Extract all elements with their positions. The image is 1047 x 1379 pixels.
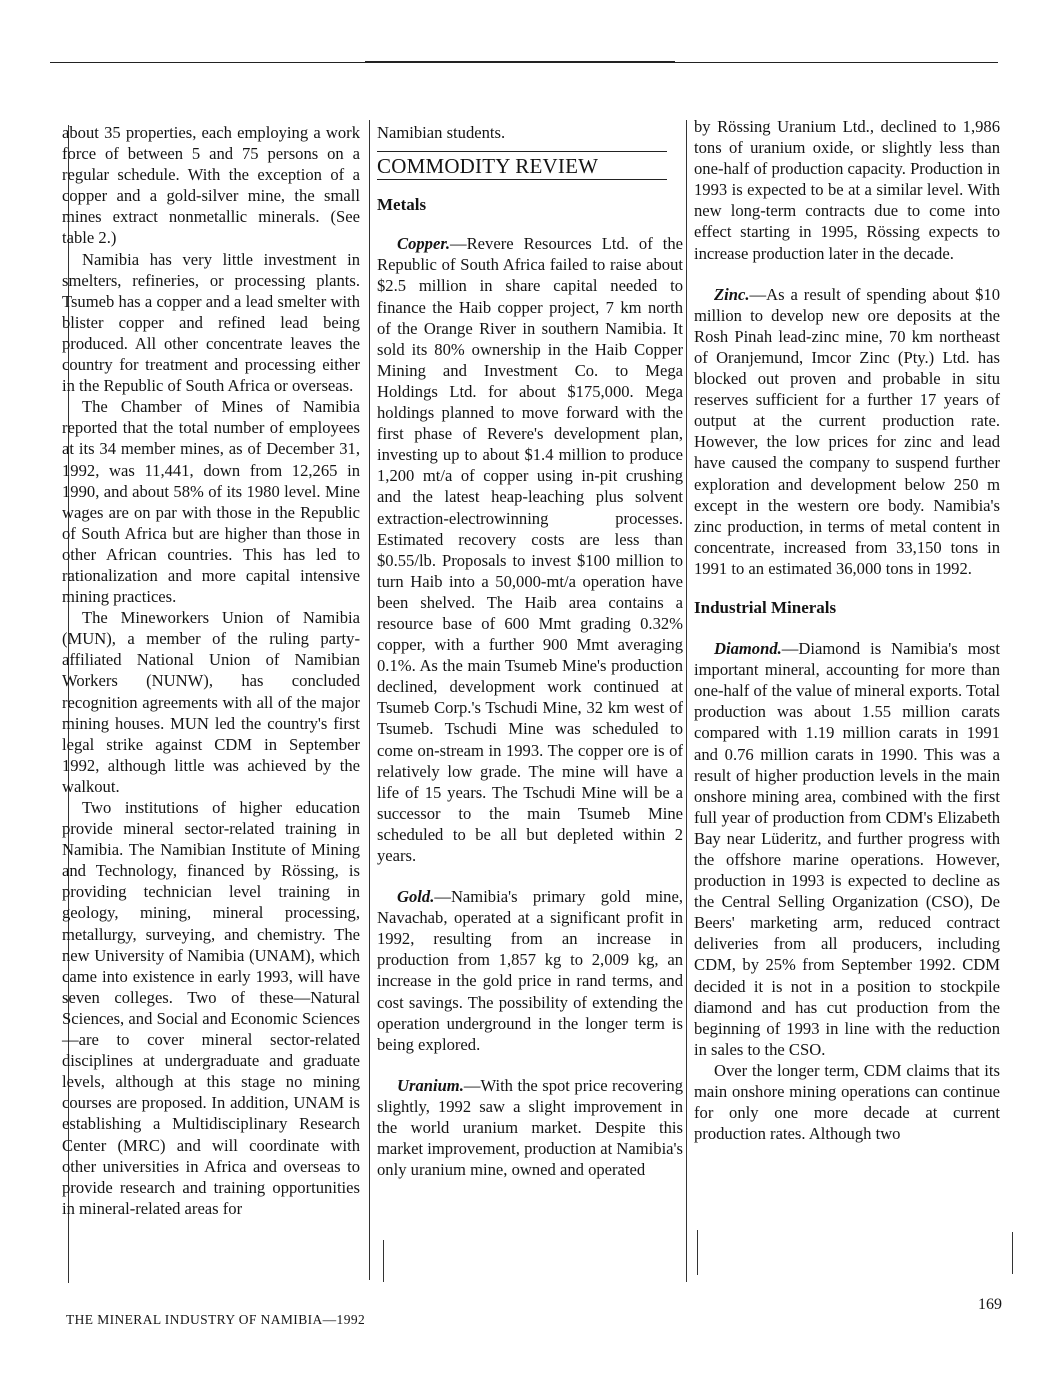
subhead-industrial-minerals: Industrial Minerals (694, 597, 837, 617)
paragraph-chamber-of-mines: The Chamber of Mines of Namibia reported that the total number of employees at its 34 member mines, as of December 31, 1992, was 11,441, down from 12,265 in 1990, and about 58% of its 1980 level. Mine wages are on par with those in the Republic of South Africa but are higher than those in other African countries. This has led to rationalization and more capital intensive mining practices. (62, 397, 360, 607)
column-2 (377, 122, 683, 1180)
paragraph-diamond (694, 638, 1000, 1060)
paragraph-rossing: by Rössing Uranium Ltd., declined to 1,986 tons of uranium oxide, or slightly less than one-half of production capacity. Production in 1993 is expected to be at a similar level. With new long-term contracts due to come into effect starting in 1995, Rössing expects to increase production later in the decade. (694, 117, 1000, 263)
copper-lead: Copper. (397, 234, 451, 254)
column-rule-right-stub (1012, 1232, 1013, 1274)
uranium-lead: Uranium. (397, 1075, 464, 1095)
paragraph-uranium (377, 1075, 683, 1180)
paragraph-properties: about 35 properties, each employing a work force of between 5 and 75 persons on a regular schedule. With the exception of a copper and a gold-silver mine, the small mines extract nonmetallic minerals. (See table 2.) (62, 123, 360, 248)
footer-title: THE MINERAL INDUSTRY OF NAMIBIA—1992 (66, 1312, 366, 1327)
column-rule-1 (369, 120, 370, 1280)
column-3 (694, 116, 1000, 1144)
zinc-lead: Zinc. (714, 284, 750, 304)
paragraph-investment: Namibia has very little investment in smelters, refineries, or processing plants. Tsumeb has a copper and a lead smelter with blister copper and refined lead being produced. All other concentrate leaves the country for treatment and processing either in the Republic of South Africa or overseas. (62, 249, 360, 396)
diamond-text: —Diamond is Namibia's most important mineral, accounting for more than one-half of the value of mineral exports. Total production was about 1.55 million carats compared with 1.19 million carats in 1991 and 0.76 million carats in 1990. This was a result of higher production levels in the main onshore mining area, combined with the first full year of production from CDM's Elizabeth Bay near Lüderitz, and further progress with the offshore marine operations. However, production in 1993 is expected to decline as the Central Selling Organization (CSO), De Beers' marketing arm, reduced contract deliveries from all producers, including CDM, by 25% from September 1992. CDM decided it is not in a position to stockpile diamond and has cut production from the beginning of 1993 in line with the reduction in sales to the CSO. (694, 639, 1000, 1059)
gold-text: —Namibia's primary gold mine, Navachab, operated at a significant profit in 1992, resulting from an increase in production from 1,857 kg to 2,009 kg, an increase in the gold price in rand terms, and cost savings. The possibility of extending the operation underground in the longer term is being explored. (377, 887, 683, 1054)
header-rule-accent (365, 61, 675, 63)
copper-text: —Revere Resources Ltd. of the Republic of South Africa failed to raise about $2.5 million in share capital needed to finance the Haib copper project, 7 km north of the Orange River in southern Namibia. It sold its 80% ownership in the Haib Copper Mining and Investment Co. to Mega Holdings Ltd. for about $175,000. Mega holdings planned to move forward with the first phase of Revere's development plan, investing up to about $1.4 million to produce 1,200 mt/a of copper using in-pit crushing and the latest heap-leaching plus solvent extraction-electrowinning processes. Estimated recovery costs are less than $0.55/lb. Proposals to invest $100 million to turn Haib into a 50,000-mt/a operation have been shelved. The Haib area contains a resource base of 600 Mmt grading 0.32% copper, with a further 900 Mmt averaging 0.1%. As the main Tsumeb Mine's production declined, development work continued at Tsumeb Corp.'s Tschudi Mine, 32 km west of Tsumeb. Tschudi Mine was scheduled to come on-stream in 1993. The copper ore is of relatively low grade. The mine will have a life of 15 years. The Tschudi Mine will be a successor to the main Tsumeb Mine scheduled to be all but depleted within 2 years. (377, 234, 683, 865)
diamond-lead: Diamond. (714, 639, 782, 659)
paragraph-namibian-students: Namibian students. (377, 123, 506, 142)
column-rule-3 (686, 120, 687, 1282)
paragraph-gold (377, 886, 683, 1055)
paragraph-longer-term: Over the longer term, CDM claims that its main onshore mining operations can continue for only one more decade at current production rates. Although two (694, 1060, 1000, 1144)
paragraph-higher-education: Two institutions of higher education provide mineral sector-related training in Namibia. The Namibian Institute of Mining and Technology, financed by Rössing, is providing technician level training in geology, mining, mineral processing, metallurgy, surveying, and chemistry. The new University of Namibia (UNAM), which came into existence in early 1993, will have seven colleges. Two of these—Natural Sciences, and Social and Economic Sciences—are to cover mineral sector-related disciplines at undergraduate and graduate levels, although at this stage no mining courses are proposed. In addition, UNAM is establishing a Multidisciplinary Research Center (MRC) and will coordinate with other universities in Africa and overseas to provide research and training opportunities in mineral-related areas for (62, 798, 360, 1218)
column-rule-2-stub (383, 1240, 384, 1282)
paragraph-zinc (694, 284, 1000, 579)
section-title-commodity-review: COMMODITY REVIEW (377, 151, 667, 180)
column-1 (62, 122, 360, 1219)
paragraph-mineworkers-union: The Mineworkers Union of Namibia (MUN), a member of the ruling party-affiliated National Union of Namibian Workers (NUNW), has concluded recognition agreements with all of the major mining houses. MUN led the country's first legal strike against CDM in September 1992, although little was achieved by the walkout. (62, 608, 360, 796)
paragraph-copper (377, 233, 683, 866)
subhead-metals: Metals (377, 195, 427, 215)
zinc-text: —As a result of spending about $10 million to develop new ore deposits at the Rosh Pinah lead-zinc mine, 70 km northeast of Oranjemund, Imcor Zinc (Pty.) Ltd. has blocked out proven and probable in situ reserves sufficient for a further 17 years of output at the current production rate. However, the low prices for zinc and lead have caused the company to suspend further exploration and development below 250 m except in the western ore body. Namibia's zinc production, in terms of metal content in concentrate, increased from 33,150 tons in 1991 to an estimated 36,000 tons in 1992. (694, 284, 1000, 578)
uranium-text: —With the spot price recovering slightly, 1992 saw a slight improvement in the world uranium market. Despite this market improvement, production at Namibia's only uranium mine, owned and operated (377, 1075, 683, 1180)
page-number: 169 (978, 1296, 1002, 1313)
column-rule-4-stub (697, 1230, 698, 1275)
gold-lead: Gold. (397, 887, 435, 907)
